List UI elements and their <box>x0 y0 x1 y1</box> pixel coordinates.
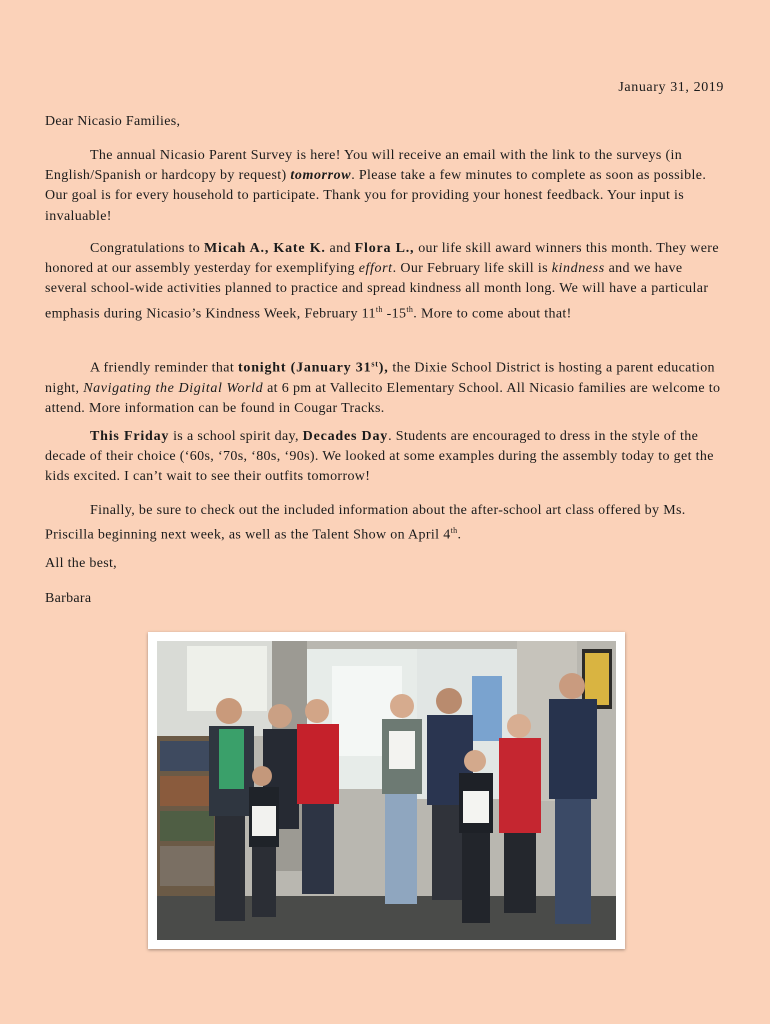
text: . <box>457 527 462 543</box>
text: The annual Nicasio Parent Survey is here! You will receive an email with the link to the surveys (in English/Spanish or hardcopy by request) <box>45 148 683 184</box>
group-photo-image <box>157 641 616 940</box>
event-title: Navigating the Digital World <box>83 380 264 396</box>
text: Finally, be sure to check out the included information about the after-school art class offered by Ms. Priscilla beginning next week, as well as the Talent Show on April 4 <box>45 503 686 543</box>
award-winners-1: Micah A., Kate K. <box>203 241 326 256</box>
paragraph-decades-day <box>45 427 725 488</box>
closing: All the best, <box>45 556 117 571</box>
text: our life skill award winners this month. They were honored at our assembly yesterday for exemplifying <box>45 241 719 277</box>
superscript: st <box>371 359 379 368</box>
signature: Barbara <box>45 591 92 606</box>
paragraph-parent-night <box>45 354 725 419</box>
emphasis-effort: effort <box>358 261 393 277</box>
letter-date: January 31, 2019 <box>618 80 724 95</box>
text: . Please take a few minutes to complete as soon as possible. Our goal is for every household to participate. Thank you for providing your honest feedback. Your input is invaluable! <box>45 168 707 224</box>
text: . More to come about that! <box>413 306 572 322</box>
emphasis-tomorrow: tomorrow <box>290 168 352 184</box>
text: -15 <box>382 306 407 322</box>
emphasis-tonight-end: ), <box>378 360 389 376</box>
emphasis-tonight: tonight (January 31 <box>237 360 372 376</box>
text: is a school spirit day, <box>169 429 303 444</box>
award-winners-2: Flora L., <box>354 241 415 256</box>
text: . Students are encouraged to dress in the style of the decade of their choice (‘60s, ‘70s, ‘80s, ‘90s). We looked at some examples during the assembly today to get the kids excited. I can’t wait to see their outfits tomorrow! <box>45 429 714 485</box>
emphasis-decades-day: Decades Day <box>302 429 389 444</box>
text: and we have several school-wide activities planned to practice and spread kindness all month long. We will have a particular emphasis during Nicasio’s Kindness Week, February 11 <box>45 261 709 322</box>
paragraph-awards <box>45 239 725 324</box>
paragraph-survey <box>45 146 725 227</box>
superscript: th <box>375 304 383 314</box>
emphasis-this-friday: This Friday <box>90 429 170 444</box>
superscript: th <box>406 304 414 314</box>
text: Congratulations to <box>90 241 204 256</box>
group-photo <box>148 632 625 949</box>
salutation: Dear Nicasio Families, <box>45 114 181 129</box>
text: the Dixie School District is hosting a parent education night, <box>45 360 715 396</box>
text: at 6 pm at Vallecito Elementary School. All Nicasio families are welcome to attend. More information can be found in Cougar Tracks. <box>45 380 721 417</box>
text: . Our February life skill is <box>392 261 552 277</box>
emphasis-kindness: kindness <box>551 261 605 277</box>
superscript: th <box>450 526 458 536</box>
text: A friendly reminder that <box>90 360 238 376</box>
paragraph-art-class <box>45 501 725 546</box>
text: and <box>325 241 355 256</box>
